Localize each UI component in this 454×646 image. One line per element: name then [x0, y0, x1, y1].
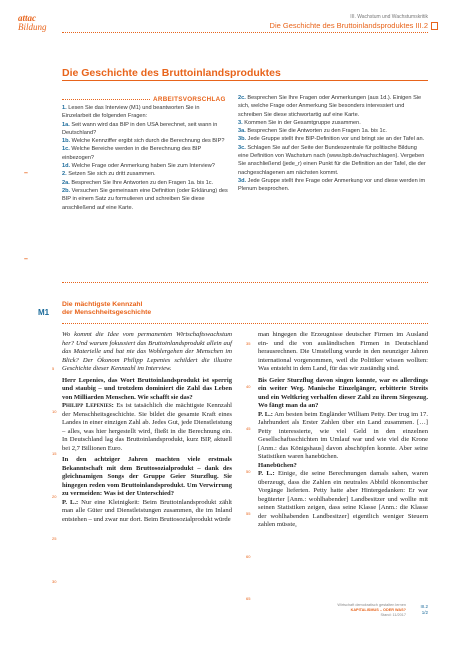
task-number: 1b.: [62, 138, 71, 145]
header-divider: [62, 32, 428, 33]
line-number: 40: [246, 383, 251, 389]
task-item: [62, 187, 230, 212]
task-number: 2c.: [238, 95, 246, 101]
interview-column-right: [258, 331, 428, 530]
task-number: 2a.: [62, 179, 70, 186]
task-text: Besprechen Sie Ihre Fragen oder Anmerkungen (aus 1d.). Einigen Sie sich, welche Frage oder Anmerkung Sie besonders interessiert und schreiben Sie diese stichwortartig auf eine Karte.: [238, 95, 422, 118]
task-text: Welche Bereiche werden in die Berechnung des BIP einbezogen?: [62, 146, 202, 161]
task-item: [238, 144, 428, 177]
task-item: [238, 135, 428, 143]
speaker-name: P. L.:: [258, 410, 273, 418]
task-item: [62, 137, 230, 145]
title-divider: [62, 80, 428, 81]
material-divider: [62, 323, 428, 324]
page-title: Die Geschichte des Bruttoinlandsproduktes: [62, 67, 281, 79]
task-item: [62, 162, 230, 170]
answer-continuation: man hingegen die Erzeugnisse deutscher Firmen im Ausland ein- und die von ausländischen Firmen in Deutschland herausrechnen. Die Umstellung wurde in den neunziger Jahren international vorgenommen, weil die Politiker wissen wollten: Was entsteht in dem Land, für das wir zuständig sind.: [258, 331, 428, 372]
task-item: [238, 177, 428, 194]
task-number: 2.: [62, 171, 67, 178]
task-number: 3d.: [238, 177, 247, 184]
task-text: Jede Gruppe stellt ihre BIP-Definition vor und bringt sie an der Tafel an.: [246, 136, 425, 143]
task-text: Welche Frage oder Anmerkung haben Sie zum Interview?: [70, 163, 215, 170]
interview-question: Bis Geier Sturzflug davon singen konnte, war es allerdings ein weiter Weg. Manische Einzelgänger, erbitterte Streits und ein Weltkrieg verhalfen dieser Zahl zu ihrem Siegeszug. Wo fängt man da an?: [258, 376, 428, 409]
task-text: Jede Gruppe stellt ihre Frage oder Anmerkung vor und diese werden im Plenum besprochen.: [238, 177, 426, 193]
task-item: [62, 179, 230, 187]
footer-series: Wirtschaft demokratisch gestalten lernen: [337, 603, 406, 607]
material-title-line2: der Menschheitsgeschichte: [62, 309, 152, 316]
task-number: 1c.: [62, 146, 70, 153]
interview-answer: [62, 402, 232, 453]
task-list-left: [62, 104, 230, 212]
logo-line1: attac: [18, 13, 36, 23]
line-number: 25: [52, 536, 57, 541]
task-item: [238, 94, 428, 119]
header-title-text: Die Geschichte des Bruttoinlandsproduktes: [269, 21, 414, 30]
attac-logo: [18, 14, 58, 32]
task-text: Welche Kennziffer ergibt sich durch die Berechnung des BIP?: [70, 138, 225, 145]
task-item: [62, 170, 230, 178]
page-number: [420, 604, 428, 616]
answer-text: Nur eine Kleinigkeit: Beim Bruttoinlandsprodukt zählt man alle Güter und Dienstleistungen zusammen, die im Inland entstehen – und zwar nur dort. Beim Bruttosozialprodukt würde: [62, 498, 232, 523]
line-number: 65: [246, 596, 251, 601]
header-title: [270, 21, 428, 30]
task-number: 3a.: [238, 128, 246, 135]
answer-text: Einige, die seine Berechnungen damals sahen, waren überzeugt, dass die Zahlen ein neutrales Abbild ökonomischer Vorgänge lieferten. Petty hatte aber Hintergedanken: Er war begüterter [Anm.: wohlhabender] Landbesitzer und wollte mit seinen Statistiken zeigen, dass seine Klasse [Anm.: die Klasse der wohlhabenden Landbesitzer] eigentlich weniger Steuern zahlen müsste,: [258, 470, 428, 528]
interview-answer: [258, 411, 428, 462]
line-number: 35: [246, 341, 251, 346]
task-text: Schlagen Sie auf der Seite der Bundeszentrale für politische Bildung eine Definition von Wachstum nach (www.bpb.de/nachschlagen). Vergeben Sie anschließend (jede_r) einen Punkt für die Definition an der Tafel, die der nachgeschlagenen am nächsten kommt.: [238, 144, 426, 176]
task-item: [238, 119, 428, 127]
line-number: 50: [246, 468, 251, 474]
line-number: 60: [246, 553, 251, 559]
task-text: Setzen Sie sich zu dritt zusammen.: [66, 171, 156, 178]
series-label: III. Wachstum und Wachstumskritik: [350, 14, 428, 20]
interview-question: Herr Lepenies, das Wort Bruttoinlandsprodukt ist sperrig und staubig – und trotzdem dominiert die Zahl das Leben von Milliarden Menschen. Wie schafft sie das?: [62, 376, 232, 401]
task-item: [62, 121, 230, 138]
task-number: 3c.: [238, 144, 246, 151]
task-label: ARBEITSVORSCHLAG: [153, 96, 226, 103]
answer-text: Es ist tatsächlich die mächtigste Kennzahl der Menschheitsgeschichte. Sie bildet die gesamte Kraft eines Landes in einer einzigen Zahl ab. Jedes Gut, jede Dienstleistung – alles, was hier hergestellt wird, fließt in die Berechnung ein. In Deutschland lag das Bruttoinlandsprodukt, kurz BIP, aktuell bei 2,7 Billionen Euro.: [62, 402, 233, 452]
task-number: 1.: [62, 105, 67, 111]
line-number: 10: [52, 408, 57, 414]
interview-lead: Wo kommt die Idee vom permanenten Wirtschaftswachstum her? Und warum fokussiert das Bruttoinlandsprodukt allein auf das Materielle und hat nie das Wohlergehen der Menschen im Blick? Der Ökonom Philipp Lepenies schildert die illustre Geschichte dieser Kennzahl im Interview.: [62, 331, 232, 372]
speaker-name: Philipp Lepenies:: [62, 402, 114, 409]
task-text: Besprechen Sie die Antworten zu den Fragen 1a. bis 1c.: [245, 128, 387, 135]
speaker-name: P. L.:: [62, 498, 79, 506]
line-number: 20: [52, 493, 57, 499]
interview-answer: [258, 470, 428, 530]
material-title: [62, 301, 192, 317]
line-number: 45: [246, 426, 251, 431]
page-count: 1/2: [421, 610, 428, 615]
answer-text: Am besten beim Engländer William Petty. Der trug im 17. Jahrhundert als Erster Zahlen über ein Land zusammen. […] Petty interessierte, wie viel Geld in den einzelnen Gesellschaftsschichten im Umlauf war und wie viel die Krone [Anm.: das Königshaus] davon abschöpfen konnte. Aber seine Statistiken waren hanebüchen.: [258, 410, 428, 460]
task-text: Versuchen Sie gemeinsam eine Definition (oder Erklärung) des BIP in einem Satz zu formulieren und schreiben Sie diese anschließend auf eine Karte.: [62, 187, 228, 211]
interview-column-left: [62, 331, 232, 524]
margin-dash-marker: –: [24, 256, 28, 263]
footer-publication: KAPITALISMUS – ODER WAS?: [350, 608, 406, 612]
interview-question: Hanebüchen?: [258, 461, 297, 469]
line-number: 30: [52, 578, 57, 584]
logo-line2: Bildung: [18, 22, 47, 32]
header-section-code: III.2: [415, 21, 428, 30]
interview-answer: [62, 499, 232, 525]
task-number: 3b.: [238, 136, 247, 143]
task-divider: [62, 282, 428, 283]
task-item: [62, 145, 230, 162]
page-section-code: III.2: [420, 604, 428, 609]
task-item: [238, 127, 428, 135]
task-text: Kommen Sie in der Gesamtgruppe zusammen.: [242, 119, 361, 126]
material-title-line1: Die mächtigste Kennzahl: [62, 301, 143, 308]
speaker-name: P. L.:: [258, 470, 275, 477]
task-text: Lesen Sie das Interview (M1) und beantworten Sie in Einzelarbeit die folgenden Fragen:: [62, 105, 200, 120]
task-label-rule: [62, 99, 150, 100]
material-code: M1: [38, 308, 50, 317]
footer-date: Stand: 11/2017: [380, 613, 406, 617]
margin-dash-marker: –: [24, 170, 28, 177]
task-text: Besprechen Sie Ihre Antworten zu den Fragen 1a. bis 1c.: [69, 179, 214, 186]
task-number: 1d.: [62, 163, 71, 170]
task-number: 2b.: [62, 187, 71, 194]
section-marker-icon: [431, 22, 438, 30]
line-number: 55: [246, 511, 251, 516]
line-number: 15: [52, 451, 57, 456]
task-list-right: [238, 94, 428, 194]
task-number: 1a.: [62, 121, 70, 128]
line-number: 5: [52, 366, 55, 371]
task-text: Seit wann wird das BIP in den USA berechnet, seit wann in Deutschland?: [62, 121, 218, 136]
task-item: [62, 104, 230, 121]
interview-question: In den achtziger Jahren machten viele erstmals Bekanntschaft mit dem Bruttosozialprodukt – dank des gleichnamigen Songs der Gruppe Geier Sturzflug. Sie hingegen reden vom Bruttoinlandsprodukt. Um Verwirrung zu vermeiden: Was ist der Unterschied?: [62, 456, 232, 497]
task-number: 3.: [238, 119, 243, 126]
